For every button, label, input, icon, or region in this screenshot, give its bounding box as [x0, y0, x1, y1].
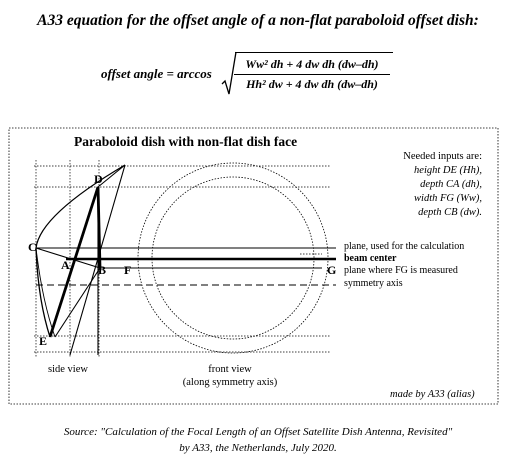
dish-profile-curve — [36, 165, 125, 337]
source-citation — [0, 424, 516, 456]
credit-label: made by A33 (alias) — [390, 389, 475, 400]
legend-fg-plane: plane where FG is measured — [344, 265, 458, 276]
input-width: width FG (Ww), — [414, 193, 482, 204]
front-view-label: front view — [208, 364, 252, 375]
page-title: A33 equation for the offset angle of a non-flat paraboloid offset dish: — [37, 12, 479, 29]
equation-denominator: Hh² dw + 4 dw dh (dw–dh) — [246, 77, 378, 91]
point-B: B — [98, 263, 107, 277]
equation-label: offset angle = arccos — [101, 66, 212, 81]
source-line-1: Source: "Calculation of the Focal Length of an Offset Satellite Dish Antenna, Revisited" — [63, 426, 453, 438]
input-height: height DE (Hh), — [414, 165, 482, 176]
front-view-sublabel: (along symmetry axis) — [182, 377, 278, 388]
input-depth-ca: depth CA (dh), — [420, 179, 482, 190]
point-C: C — [28, 240, 37, 254]
point-A: A — [61, 258, 70, 272]
diagram-title: Paraboloid dish with non-flat dish face — [74, 134, 298, 149]
legend-beam-center: beam center — [344, 253, 397, 264]
legend-symmetry-axis: symmetry axis — [344, 278, 403, 289]
input-depth-cb: depth CB (dw). — [418, 207, 482, 218]
inputs-heading: Needed inputs are: — [403, 151, 482, 162]
equation-numerator: Ww² dh + 4 dw dh (dw–dh) — [245, 57, 379, 71]
legend-plane: plane, used for the calculation — [344, 241, 465, 252]
source-line-2: by A33, the Netherlands, July 2020. — [179, 442, 337, 454]
point-D: D — [94, 172, 103, 186]
point-G: G — [327, 263, 337, 277]
line-DB — [98, 187, 100, 268]
side-view-label: side view — [48, 364, 88, 375]
point-E: E — [39, 334, 48, 348]
point-F: F — [124, 263, 132, 277]
line-DE — [50, 187, 98, 337]
